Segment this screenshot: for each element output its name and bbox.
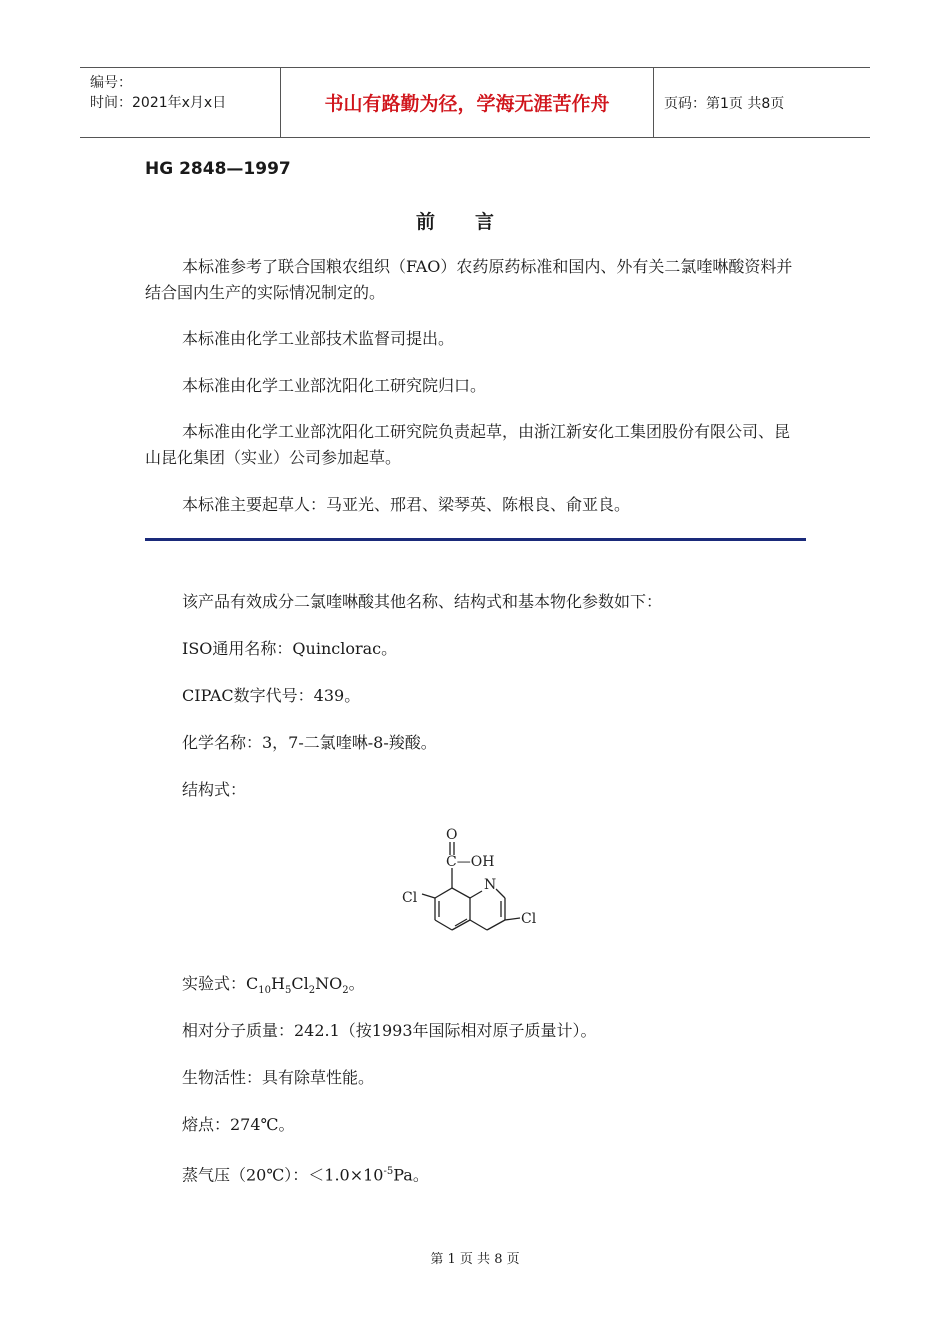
foreword-paragraph: 本标准主要起草人：马亚光、邢君、梁琴英、陈根良、俞亚良。: [182, 495, 631, 514]
page-info: 页码：第1页 共8页: [664, 95, 785, 112]
molecular-mass: 相对分子质量：242.1（按1993年国际相对原子质量计）。: [182, 1021, 597, 1040]
melting-point: 熔点：274℃。: [182, 1115, 295, 1134]
empirical-formula: 实验式：$C_{10}H_5Cl_2NO_2$。: [182, 974, 365, 997]
chemical-name: 化学名称：3，7-二氯喹啉-8-羧酸。: [182, 733, 437, 752]
number-label: 编号：: [90, 75, 132, 91]
vapor-pressure: 蒸气压（20℃）：$<1.0\times 10^{-5}Pa$。: [182, 1165, 429, 1185]
foreword-paragraph: 本标准由化学工业部沈阳化工研究院负责起草，由浙江新安化工集团股份有限公司、昆山昆化集团（实业）公司参加起草。: [145, 422, 791, 467]
section-divider: [145, 538, 806, 541]
motto: 书山有路勤为径，学海无涯苦作舟: [281, 68, 654, 137]
carboxyl-label: C—OH: [446, 854, 495, 870]
page-footer: 第 1 页 共 8 页: [430, 1252, 520, 1267]
foreword-paragraph: 本标准由化学工业部技术监督司提出。: [182, 329, 455, 348]
foreword-title: 前言: [415, 211, 534, 233]
standard-code: HG 2848—1997: [145, 159, 291, 179]
header-table: [80, 67, 870, 138]
chlorine-right-label: Cl: [521, 911, 537, 927]
oxygen-label: O: [446, 827, 458, 843]
nitrogen-label: N: [484, 877, 497, 893]
chlorine-left-label: Cl: [402, 890, 418, 906]
structure-label: 结构式：: [182, 780, 247, 799]
foreword-paragraph: 本标准由化学工业部沈阳化工研究院归口。: [182, 376, 487, 395]
biological-activity: 生物活性：具有除草性能。: [182, 1068, 375, 1087]
cipac-code: CIPAC数字代号：439。: [182, 686, 361, 705]
structural-formula: [400, 822, 560, 937]
iso-name: ISO通用名称：Quinclorac。: [182, 639, 398, 658]
header-meta-cell: [80, 68, 281, 137]
intro-text: 该产品有效成分二氯喹啉酸其他名称、结构式和基本物化参数如下：: [182, 592, 663, 611]
foreword-paragraph: 本标准参考了联合国粮农组织（FAO）农药原药标准和国内、外有关二氯喹啉酸资料并结合国内生产的实际情况制定的。: [145, 257, 793, 302]
time-label: 时间：2021年x月x日: [90, 95, 227, 111]
